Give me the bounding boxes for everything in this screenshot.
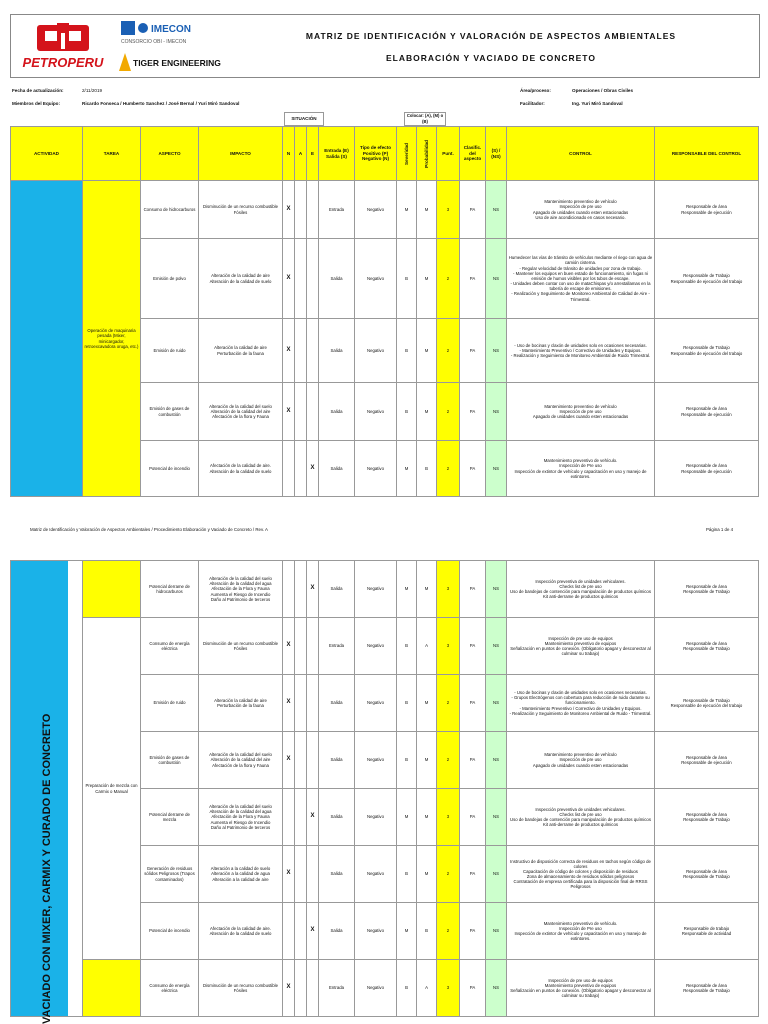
col-a: A <box>295 127 307 181</box>
control-cell: Mantenimiento preventivo de vehículo Inspección de pre uso Apagado de unidades cuando esten estacionadas <box>507 732 655 789</box>
e-cell <box>307 181 319 239</box>
impacto-cell: Afectación de la calidad de aire. Alteración de la calidad de suelo <box>199 903 283 960</box>
s-ns-cell: NS <box>486 441 507 497</box>
responsable-cell: Responsable de área Responsable de Trabajo <box>655 561 759 618</box>
control-cell: Instructivo de disposición correcta de residuos en tachos según código de colores Capacitación de código de colores y disposición de residuos Zona de almacenamiento de residuos sólidos peligrosos Contratación de empresa certificada para la disposición final de RRSS Peligrosos <box>507 846 655 903</box>
area-label: Área/proceso: <box>520 88 551 93</box>
aspecto-cell: Emisión de ruido <box>141 319 199 383</box>
responsable-cell: Responsable de área Responsable de ejecución <box>655 181 759 239</box>
entrada-salida-cell: Salida <box>319 903 355 960</box>
impacto-cell: Alteración a la calidad de suelo Alteración a la calidad de agua Alteración a la calidad de aire <box>199 846 283 903</box>
a-cell <box>295 846 307 903</box>
tipo-efecto-cell: Negativo <box>355 846 397 903</box>
s-ns-cell: NS <box>486 383 507 441</box>
s-ns-cell: NS <box>486 239 507 319</box>
s-ns-cell: NS <box>486 319 507 383</box>
e-cell <box>307 960 319 1017</box>
probabilidad-cell: M <box>417 239 437 319</box>
col-e: E <box>307 127 319 181</box>
probabilidad-cell: M <box>417 846 437 903</box>
severidad-cell: M <box>397 903 417 960</box>
control-cell: Mantenimiento preventivo de vehículo. Inspección de Pre uso Inspección de extintor de vehículo y capacitación en uso y manejo de extintores. <box>507 441 655 497</box>
page-gap <box>0 540 768 550</box>
control-cell: - Uso de bocinas y claxón de unidades solo en ocasiones necesarias. - Mantenimiento Preventivo / Correctivo de Unidades y Equipos. - Realización y Seguimiento de Monitoreo Ambiental de Ruido Trimestral. <box>507 319 655 383</box>
control-cell: Inspección de pre uso de equipos Mantenimiento preventivo de equipos Señalización en puntos de conexión. (Obligatorio apagar y desconectar al culminar su trabajo) <box>507 618 655 675</box>
actividad-cell <box>11 181 83 497</box>
aspecto-cell: Consumo de hidrocarburos <box>141 181 199 239</box>
tarea-cell <box>83 561 141 618</box>
s-ns-cell: NS <box>486 789 507 846</box>
n-cell: X <box>283 383 295 441</box>
n-cell: X <box>283 846 295 903</box>
clasif-cell: PA <box>460 181 486 239</box>
actividad-vertical-text: VACIADO CON MIXER, CARMIX Y CURADO DE CONCRETO <box>41 713 53 1024</box>
impacto-cell: Alteración la calidad de aire Perturbación de la fauna <box>199 675 283 732</box>
control-cell: Inspección de pre uso de equipos Mantenimiento preventivo de equipos Señalización en puntos de conexión. (Obligatorio apagar y desconectar al culminar su trabajo) <box>507 960 655 1017</box>
probabilidad-cell: M <box>417 675 437 732</box>
severidad-cell: B <box>397 383 417 441</box>
n-cell: X <box>283 181 295 239</box>
imecon-logo-subtext: CONSORCIO OBI - IMECON <box>121 39 187 45</box>
n-cell: X <box>283 319 295 383</box>
aspecto-cell: Potencial de incendio <box>141 903 199 960</box>
severidad-cell: B <box>397 618 417 675</box>
probabilidad-cell: A <box>417 618 437 675</box>
col-tarea: TAREA <box>83 127 141 181</box>
document-title: MATRIZ DE IDENTIFICACIÓN Y VALORACIÓN DE ASPECTOS AMBIENTALES <box>305 31 677 41</box>
punt-cell: 2 <box>437 441 460 497</box>
probabilidad-cell: A <box>417 960 437 1017</box>
impacto-cell: Afectación de la calidad de aire. Alteración de la calidad de suelo <box>199 441 283 497</box>
imecon-logo-text: IMECON <box>151 24 191 35</box>
a-cell <box>295 960 307 1017</box>
entrada-salida-cell: Salida <box>319 383 355 441</box>
col-entrada-salida: Entrada (E) Salida (S) <box>319 127 355 181</box>
aspecto-cell: Emisión de gases de combustión <box>141 732 199 789</box>
tipo-efecto-cell: Negativo <box>355 903 397 960</box>
a-cell <box>295 675 307 732</box>
impacto-cell: Alteración de la calidad de aire Alteración de la calidad de suelo <box>199 239 283 319</box>
impacto-cell: Alteración de la calidad del suelo Alteración de la calidad del aire Afectación de la flora y Fauna <box>199 732 283 789</box>
probabilidad-cell: B <box>417 441 437 497</box>
tipo-efecto-cell: Negativo <box>355 441 397 497</box>
control-cell: - Uso de bocinas y claxón de unidades solo en ocasiones necesarias. - Grupos Electrógenos con cobertura para reducción de ruido durante su funcionamiento. - Mantenimiento Preventivo / Correctivo de Unidades y Equipos. - Realización y Seguimiento de Monitoreo Ambiental de Ruido - Trimestral. <box>507 675 655 732</box>
punt-cell: 2 <box>437 903 460 960</box>
aspecto-cell: Potencial de incendio <box>141 441 199 497</box>
severidad-cell: B <box>397 960 417 1017</box>
col-tipo-efecto: Tipo de efecto Positivo (P) Negativo (N) <box>355 127 397 181</box>
control-cell: Mantenimiento preventivo de vehículo Inspección de pre uso Apagado de unidades cuando esten estacionadas Uso de aire acondicionado en casos necesario. <box>507 181 655 239</box>
situacion-header: SITUACIÓN <box>284 112 324 126</box>
probabilidad-cell: M <box>417 383 437 441</box>
a-cell <box>295 903 307 960</box>
punt-cell: 2 <box>437 319 460 383</box>
entrada-salida-cell: Salida <box>319 441 355 497</box>
table-row <box>11 960 759 1017</box>
severidad-cell: M <box>397 181 417 239</box>
tipo-efecto-cell: Negativo <box>355 319 397 383</box>
e-cell: X <box>307 789 319 846</box>
e-cell <box>307 319 319 383</box>
severidad-cell: B <box>397 239 417 319</box>
n-cell <box>283 789 295 846</box>
punt-cell: 3 <box>437 789 460 846</box>
punt-cell: 2 <box>437 846 460 903</box>
clasif-cell: PA <box>460 960 486 1017</box>
a-cell <box>295 181 307 239</box>
severidad-cell: M <box>397 789 417 846</box>
col-probabilidad: Probabilidad <box>423 139 429 168</box>
page-2 <box>0 550 768 1024</box>
n-cell: X <box>283 618 295 675</box>
tipo-efecto-cell: Negativo <box>355 239 397 319</box>
tipo-efecto-cell: Negativo <box>355 732 397 789</box>
responsable-cell: Responsable de área Responsable de ejecución <box>655 732 759 789</box>
header-row <box>11 127 759 181</box>
punt-cell: 2 <box>437 675 460 732</box>
severidad-cell: M <box>397 441 417 497</box>
clasif-cell: PA <box>460 561 486 618</box>
n-cell <box>283 903 295 960</box>
miembros-row <box>12 101 60 106</box>
entrada-salida-cell: Salida <box>319 319 355 383</box>
aspecto-cell: Emisión de polvo <box>141 239 199 319</box>
clasif-cell: PA <box>460 903 486 960</box>
clasif-cell: PA <box>460 618 486 675</box>
probabilidad-cell: M <box>417 732 437 789</box>
tipo-efecto-cell: Negativo <box>355 960 397 1017</box>
s-ns-cell: NS <box>486 903 507 960</box>
facilitador-label: Facilitador: <box>520 101 545 106</box>
clasif-cell: PA <box>460 789 486 846</box>
s-ns-cell: NS <box>486 618 507 675</box>
impacto-cell: Alteración de la calidad del suelo Alteración de la calidad del aire Afectación de la flora y Fauna <box>199 383 283 441</box>
e-cell <box>307 383 319 441</box>
responsable-cell: Responsable de Trabajo Responsable de ejecución del trabajo <box>655 239 759 319</box>
petroperu-logo <box>15 19 111 73</box>
table-row <box>11 618 759 675</box>
miembros-label: Miembros del Equipo: <box>12 101 60 106</box>
n-cell: X <box>283 239 295 319</box>
header-box <box>10 14 760 78</box>
clasif-cell: PA <box>460 846 486 903</box>
punt-cell: 3 <box>437 561 460 618</box>
impacto-cell: Alteración de la calidad del suelo Alteración de la calidad del agua Afectación de la Flora y Fauna Aumenta el Riesgo de Incendio Daño al Patrimonio de terceros <box>199 789 283 846</box>
responsable-cell: Responsable de área Responsable de Trabajo <box>655 846 759 903</box>
imecon-logo <box>121 21 211 45</box>
e-cell: X <box>307 903 319 960</box>
impacto-cell: Disminución de un recurso combustible Fósiles <box>199 960 283 1017</box>
severidad-cell: M <box>397 561 417 618</box>
footer-left: Matriz de Identificación y Valoración de Aspectos Ambientales / Procedimiento Elaboración y Vaciado de Concreto / Rev. A <box>30 527 268 532</box>
aspecto-cell: Generación de residuos sólidos Peligrosos (Trapos contaminados) <box>141 846 199 903</box>
control-cell: Mantenimiento preventivo de vehículo. Inspección de Pre uso Inspección de extintor de vehículo y capacitación en uso y manejo de extintores. <box>507 903 655 960</box>
entrada-salida-cell: Salida <box>319 239 355 319</box>
tipo-efecto-cell: Negativo <box>355 675 397 732</box>
e-cell <box>307 732 319 789</box>
entrada-salida-cell: Entrada <box>319 181 355 239</box>
s-ns-cell: NS <box>486 846 507 903</box>
responsable-cell: Responsable de Trabajo Responsable de ejecución del trabajo <box>655 319 759 383</box>
a-cell <box>295 561 307 618</box>
matrix-table-page1 <box>10 126 759 497</box>
tipo-efecto-cell: Negativo <box>355 561 397 618</box>
tipo-efecto-cell: Negativo <box>355 618 397 675</box>
entrada-salida-cell: Salida <box>319 732 355 789</box>
responsable-cell: Responsable de área Responsable de Trabajo <box>655 960 759 1017</box>
col-clasif: Clasific. del aspecto <box>460 127 486 181</box>
a-cell <box>295 789 307 846</box>
punt-cell: 3 <box>437 960 460 1017</box>
tarea-cell <box>83 960 141 1017</box>
entrada-salida-cell: Salida <box>319 789 355 846</box>
tiger-engineering-logo <box>119 51 221 73</box>
responsable-cell: Responsable de área Responsable de ejecución <box>655 441 759 497</box>
severidad-cell: B <box>397 846 417 903</box>
a-cell <box>295 732 307 789</box>
clasif-cell: PA <box>460 732 486 789</box>
responsable-cell: Responsable de área Responsable de Trabajo <box>655 618 759 675</box>
col-severidad: Severidad <box>403 142 409 165</box>
clasif-cell: PA <box>460 383 486 441</box>
e-cell <box>307 675 319 732</box>
n-cell: X <box>283 960 295 1017</box>
facilitador-value: Ing. Yuri Miró Sandoval <box>572 101 623 106</box>
tipo-efecto-cell: Negativo <box>355 181 397 239</box>
area-value: Operaciones / Obras Civiles <box>572 88 634 93</box>
entrada-salida-cell: Salida <box>319 561 355 618</box>
e-cell: X <box>307 561 319 618</box>
e-cell: X <box>307 441 319 497</box>
aspecto-cell: Consumo de energía eléctrica <box>141 960 199 1017</box>
aspecto-cell: Potencial derrame de mezcla <box>141 789 199 846</box>
punt-cell: 2 <box>437 383 460 441</box>
clasif-cell: PA <box>460 319 486 383</box>
col-impacto: IMPACTO <box>199 127 283 181</box>
footer-right: Página 1 de 4 <box>706 527 734 532</box>
e-cell <box>307 846 319 903</box>
fecha-row <box>12 88 64 93</box>
a-cell <box>295 441 307 497</box>
fecha-value: 2/11/2019 <box>82 88 103 93</box>
control-cell: Inspección preventiva de unidades vehiculares. Checks list de pre uso Uso de bandejas de contención para manipulación de productos químicos Kit anti-derrame de productos químicos <box>507 789 655 846</box>
punt-cell: 3 <box>437 618 460 675</box>
clasif-cell: PA <box>460 239 486 319</box>
s-ns-cell: NS <box>486 181 507 239</box>
col-s-ns: (S) / (NS) <box>486 127 507 181</box>
punt-cell: 2 <box>437 239 460 319</box>
responsable-cell: Responsable de trabajo Responsable de actividad <box>655 903 759 960</box>
punt-cell: 3 <box>437 181 460 239</box>
n-cell <box>283 561 295 618</box>
miembros-value: Ricardo Fonseca / Humberto Sanchez / José Bernal / Yuri Miró Sandoval <box>82 101 240 106</box>
entrada-salida-cell: Entrada <box>319 960 355 1017</box>
col-responsable: RESPONSABLE DEL CONTROL <box>655 127 759 181</box>
matrix-table-page2 <box>10 560 759 1017</box>
impacto-cell: Alteración la calidad de aire Perturbación de la fauna <box>199 319 283 383</box>
impacto-cell: Disminución de un recurso combustible Fósiles <box>199 181 283 239</box>
a-cell <box>295 319 307 383</box>
tiger-logo-text: TIGER ENGINEERING <box>133 58 221 68</box>
impacto-cell: Disminución de un recurso combustible Fósiles <box>199 618 283 675</box>
aspecto-cell: Emisión de ruido <box>141 675 199 732</box>
probabilidad-cell: M <box>417 181 437 239</box>
s-ns-cell: NS <box>486 732 507 789</box>
col-severidad-cell <box>397 127 417 181</box>
col-n: N <box>283 127 295 181</box>
severidad-cell: B <box>397 732 417 789</box>
tipo-efecto-cell: Negativo <box>355 383 397 441</box>
entrada-salida-cell: Salida <box>319 675 355 732</box>
n-cell: X <box>283 732 295 789</box>
petroperu-logo-text: PETROPERU <box>22 55 104 70</box>
document-subtitle: ELABORACIÓN Y VACIADO DE CONCRETO <box>386 53 596 63</box>
fecha-label: Fecha de actualización: <box>12 88 64 93</box>
tarea-cell: Operación de maquinaria pesada (Mixer, minicargador, retroexcavadora oruga, etc.) <box>83 181 141 497</box>
colocar-header: Colocar: (A), (M) o (B) <box>404 112 446 126</box>
clasif-cell: PA <box>460 441 486 497</box>
actividad-vertical-label <box>14 562 74 1024</box>
a-cell <box>295 239 307 319</box>
control-cell: Humedecer las vías de tránsito de vehículos mediante el riego con agua de camión cisterna. - Regular velocidad de tránsito de unidades por zona de trabajo. - Mantener los equipos en buen estado de funcionamiento, sin fugas ni emisión de humos visibles por los tubos de escape. - Unidades deben contar con uso de mataChispas y/o arrestallamas en la tubería de escape de emisiones. - Realización y Seguimiento de Monitoreo Ambiental de Calidad de Aire - Trimestral. <box>507 239 655 319</box>
e-cell <box>307 618 319 675</box>
aspecto-cell: Emisión de gases de combustión <box>141 383 199 441</box>
entrada-salida-cell: Entrada <box>319 618 355 675</box>
n-cell <box>283 441 295 497</box>
col-aspecto: ASPECTO <box>141 127 199 181</box>
col-probabilidad-cell <box>417 127 437 181</box>
responsable-cell: Responsable de área Responsable de ejecución <box>655 383 759 441</box>
table-row <box>11 181 759 239</box>
control-cell: Mantenimiento preventivo de vehículo Inspección de pre uso Apagado de unidades cuando esten estacionadas <box>507 383 655 441</box>
impacto-cell: Alteración de la calidad del suelo Alteración de la calidad del agua Afectación de la Flora y Fauna Aumenta el Riesgo de Incendio Daño al Patrimonio de terceros <box>199 561 283 618</box>
col-actividad: ACTIVIDAD <box>11 127 83 181</box>
tarea-cell: Preparación de mezcla con Carmix o Manual <box>83 618 141 960</box>
responsable-cell: Responsable de área Responsable de Trabajo <box>655 789 759 846</box>
aspecto-cell: Potencial derrame de hidrocarburos <box>141 561 199 618</box>
table-row <box>11 561 759 618</box>
probabilidad-cell: B <box>417 903 437 960</box>
a-cell <box>295 383 307 441</box>
col-punt: Punt. <box>437 127 460 181</box>
s-ns-cell: NS <box>486 960 507 1017</box>
severidad-cell: B <box>397 319 417 383</box>
n-cell: X <box>283 675 295 732</box>
entrada-salida-cell: Salida <box>319 846 355 903</box>
control-cell: Inspección preventiva de unidades vehiculares. Checks list de pre uso Uso de bandejas de contención para manipulación de productos químicos Kit anti-derrame de productos químicos <box>507 561 655 618</box>
e-cell <box>307 239 319 319</box>
probabilidad-cell: M <box>417 789 437 846</box>
col-control: CONTROL <box>507 127 655 181</box>
severidad-cell: B <box>397 675 417 732</box>
a-cell <box>295 618 307 675</box>
probabilidad-cell: M <box>417 319 437 383</box>
responsable-cell: Responsable de Trabajo Responsable de ejecución del trabajo <box>655 675 759 732</box>
tipo-efecto-cell: Negativo <box>355 789 397 846</box>
s-ns-cell: NS <box>486 561 507 618</box>
aspecto-cell: Consumo de energía eléctrica <box>141 618 199 675</box>
probabilidad-cell: M <box>417 561 437 618</box>
punt-cell: 2 <box>437 732 460 789</box>
clasif-cell: PA <box>460 675 486 732</box>
s-ns-cell: NS <box>486 675 507 732</box>
